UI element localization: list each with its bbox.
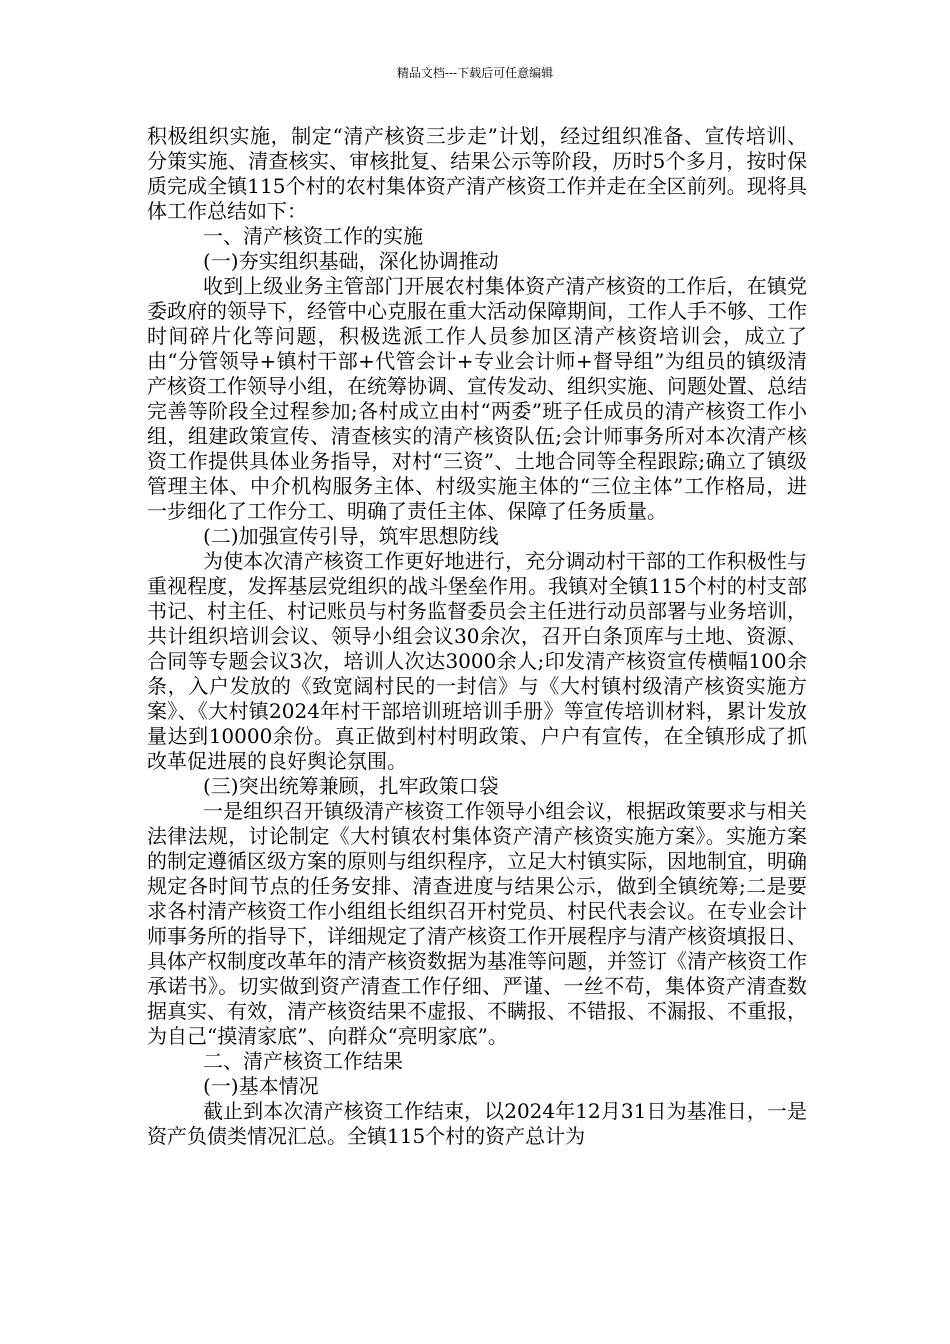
subheading-1-1: (一)夯实组织基础，深化协调推动 [203, 249, 499, 273]
paragraph-4: 一是组织召开镇级清产核资工作领导小组会议，根据政策要求与相关法律法规，讨论制定《大村镇农村集体资产清产核资实施方案》。实施方案的制定遵循区级方案的原则与组织程序，立足大村镇实际，因地制宜，明确规定各时间节点的任务安排、清查进度与结果公示，做到全镇统筹;二是要求各村清产核资工作小组组长组织召开村党员、村民代表会议。在专业会计师事务所的指导下，详细规定了清产核资工作开展程序与清产核资填报日、具体产权制度改革年的清产核资数据为基准等问题，并签订《清产核资工作承诺书》。切实做到资产清查工作仔细、严谨、一丝不苟，集体资产清查数据真实、有效，清产核资结果不虚报、不瞒报、不错报、不漏报、不重报，为自己“摸清家底”、向群众“亮明家底”。 [147, 799, 807, 1048]
subheading-2-1: (一)基本情况 [203, 1074, 319, 1098]
section-heading-1: 一、清产核资工作的实施 [203, 224, 423, 248]
paragraph-3: 为使本次清产核资工作更好地进行，充分调动村干部的工作积极性与重视程度，发挥基层党组织的战斗堡垒作用。我镇对全镇115个村的村支部书记、村主任、村记账员与村务监督委员会主任进行动员部署与业务培训，共计组织培训会议、领导小组会议30余次，召开白条顶库与土地、资源、合同等专题会议3次，培训人次达3000余人;印发清产核资宣传横幅100余条，入户发放的《致宽阔村民的一封信》与《大村镇村级清产核资实施方案》、《大村镇2024年村干部培训班培训手册》等宣传培训材料，累计发放量达到10000余份。真正做到村村明政策、户户有宣传，在全镇形成了抓改革促进展的良好舆论氛围。 [147, 549, 807, 773]
section-heading-2: 二、清产核资工作结果 [203, 1049, 403, 1073]
page-header: 精品文档---下载后可任意编辑 [396, 66, 554, 80]
paragraph-1: 积极组织实施，制定“清产核资三步走”计划，经过组织准备、宣传培训、分策实施、清查核实、审核批复、结果公示等阶段，历时5个多月，按时保质完成全镇115个村的农村集体资产清产核资工作并走在全区前列。现将具体工作总结如下： [147, 124, 807, 223]
subheading-1-2: (二)加强宣传引导，筑牢思想防线 [203, 524, 499, 548]
paragraph-2: 收到上级业务主管部门开展农村集体资产清产核资的工作后，在镇党委政府的领导下，经管中心克服在重大活动保障期间，工作人手不够、工作时间碎片化等问题，积极选派工作人员参加区清产核资培训会，成立了由“分管领导+镇村干部+代管会计+专业会计师+督导组”为组员的镇级清产核资工作领导小组，在统筹协调、宣传发动、组织实施、问题处置、总结完善等阶段全过程参加;各村成立由村“两委”班子任成员的清产核资工作小组，组建政策宣传、清查核实的清产核资队伍;会计师事务所对本次清产核资工作提供具体业务指导，对村“三资”、土地合同等全程跟踪;确立了镇级管理主体、中介机构服务主体、村级实施主体的“三位主体”工作格局，进一步细化了工作分工、明确了责任主体、保障了任务质量。 [147, 274, 807, 523]
subheading-1-3: (三)突出统筹兼顾，扎牢政策口袋 [203, 774, 499, 798]
paragraph-5: 截止到本次清产核资工作结束，以2024年12月31日为基准日，一是资产负债类情况汇总。全镇115个村的资产总计为 [147, 1099, 807, 1148]
document-body [147, 124, 807, 1149]
